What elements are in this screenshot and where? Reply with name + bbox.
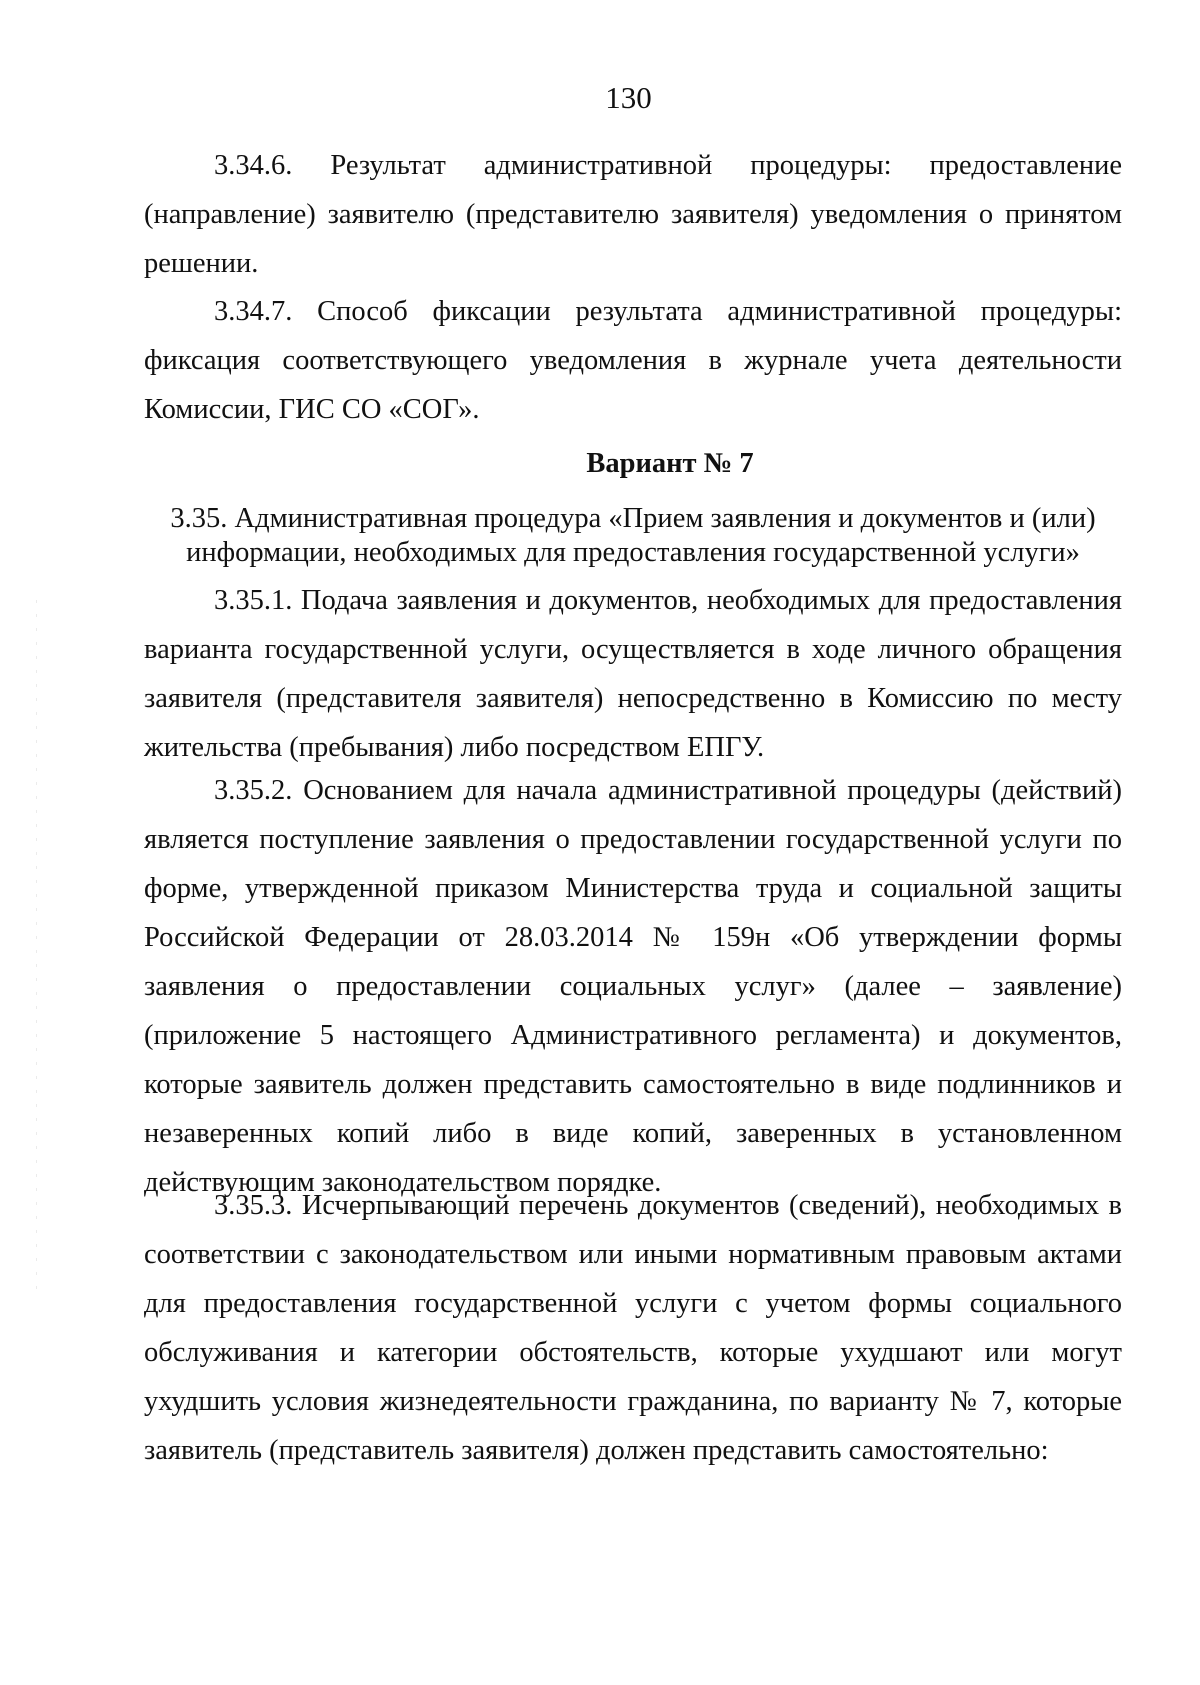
page-number: 130 (605, 80, 652, 115)
paragraph-3-35-2: 3.35.2. Основанием для начала административной процедуры (действий) является поступление заявления о предоставлении государственной услуги по форме, утвержденной приказом Министерства труда и социальной защиты Российской Федерации от 28.03.2014 № 159н «Об утверждении формы заявления о предоставлении социальных услуг» (далее – заявление) (приложение 5 настоящего Административного регламента) и документов, которые заявитель должен представить самостоятельно в виде подлинников и незаверенных копий либо в виде копий, заверенных в установленном действующим законодательством порядке. (144, 775, 1122, 1198)
paragraph-3-35-1: 3.35.1. Подача заявления и документов, необходимых для предоставления варианта государственной услуги, осуществляется в ходе личного обращения заявителя (представителя заявителя) непосредственно в Комиссию по месту жительства (пребывания) либо посредством ЕПГУ. (144, 585, 1122, 763)
variant-heading: Вариант № 7 (586, 448, 754, 479)
paragraph-3-34-6: 3.34.6. Результат административной процедуры: предоставление (направление) заявителю (представителю заявителя) уведомления о принятом решении. (144, 150, 1122, 279)
scan-edge-marks (36, 600, 37, 1300)
paragraph-3-34-7: 3.34.7. Способ фиксации результата административной процедуры: фиксация соответствующего уведомления в журнале учета деятельности Комиссии, ГИС СО «СОГ». (144, 296, 1122, 425)
paragraph-3-35-3: 3.35.3. Исчерпывающий перечень документов (сведений), необходимых в соответствии с законодательством или иными нормативным правовым актами для предоставления государственной услуги с учетом формы социального обслуживания и категории обстоятельств, которые ухудшают или могут ухудшить условия жизнедеятельности гражданина, по варианту № 7, которые заявитель (представитель заявителя) должен представить самостоятельно: (144, 1190, 1122, 1466)
section-3-35-title: 3.35. Административная процедура «Прием заявления и документов и (или) информации, необходимых для предоставления государственной услуги» (170, 503, 1096, 568)
